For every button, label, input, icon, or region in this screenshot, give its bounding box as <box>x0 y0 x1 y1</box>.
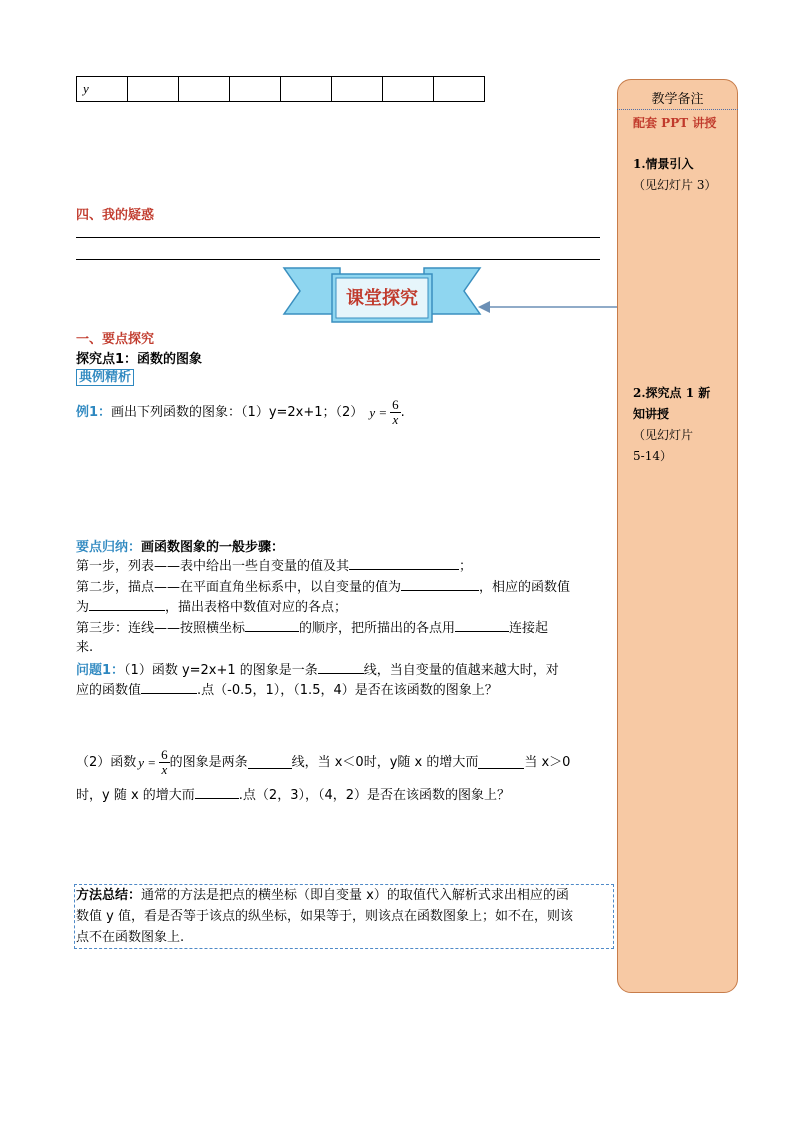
step1 <box>76 556 472 576</box>
step3-text: 第三步：连线——按照横坐标 <box>76 621 246 636</box>
table-row <box>77 77 485 102</box>
method-line1 <box>76 886 612 905</box>
method-text: 通常的方法是把点的横坐标（即自变量 x）的取值代入解析式求出相应的函 <box>141 888 569 903</box>
table-cell <box>128 77 179 102</box>
blank-line <box>455 618 509 632</box>
question1-part1-cont <box>76 680 498 700</box>
step3-text: 连接起 <box>509 621 549 636</box>
blank-line <box>141 680 197 694</box>
method-line3: 点不在函数图象上. <box>76 930 185 945</box>
summary-label: 要点归纳： <box>76 540 142 555</box>
blank-line <box>401 577 479 591</box>
pointer-arrow <box>478 300 620 314</box>
question-text: 当 x＞0 <box>524 754 571 770</box>
sidebar-item1-title: 1.情景引入 <box>633 157 694 171</box>
sidebar-item2-title-cont: 知讲授 <box>633 407 670 421</box>
example1-label: 例1： <box>76 404 112 420</box>
question-text: （2）函数 <box>76 754 137 770</box>
example1-eq-lhs: y = <box>369 404 388 420</box>
blank-line <box>478 755 524 769</box>
question1-label: 问题1： <box>76 663 125 678</box>
blank-line <box>195 785 239 799</box>
step2-text: 第二步，描点——在平面直角坐标系中，以自变量的值为 <box>76 580 402 595</box>
sidebar-item1-ref: （见幻灯片 3） <box>633 178 717 192</box>
fraction-numerator: 6 <box>161 746 168 762</box>
blank-line <box>349 556 459 570</box>
example1-end: . <box>400 404 405 420</box>
question-eq-lhs: y = <box>138 754 157 770</box>
question-fraction <box>159 748 170 777</box>
blank-line <box>248 755 292 769</box>
blank-line <box>245 618 299 632</box>
question1-part2 <box>76 744 570 780</box>
step2-cont <box>76 597 347 617</box>
answer-line <box>76 259 600 260</box>
example1-text: 画出下列函数的图象：（1）y=2x+1；（2） <box>111 404 364 420</box>
method-label: 方法总结： <box>76 888 142 903</box>
typical-example-tag: 典例精析 <box>76 369 134 386</box>
answer-line <box>76 237 600 238</box>
fraction-denominator: x <box>392 411 399 427</box>
fraction-denominator: x <box>161 761 168 777</box>
sidebar-item2-title: 2.探究点 1 新 <box>633 386 711 400</box>
step3 <box>76 618 548 638</box>
sidebar-ppt-note: 配套 PPT 讲授 <box>633 116 717 130</box>
question-text: .点（2，3），（4，2）是否在该函数的图象上？ <box>238 788 511 803</box>
table-cell <box>383 77 434 102</box>
summary-heading <box>76 538 284 557</box>
question-text: （1）函数 y=2x+1 的图象是一条 <box>124 663 318 678</box>
fraction-numerator: 6 <box>392 396 399 412</box>
step2 <box>76 577 570 597</box>
sidebar-item2-ref-cont: 5-14） <box>633 449 672 463</box>
question-text: .点（-0.5，1），（1.5，4）是否在该函数的图象上？ <box>197 683 498 698</box>
question1-part1 <box>76 660 559 680</box>
question-text: 线，当 x＜0时，y随 x 的增大而 <box>291 754 479 770</box>
step2-text: ，相应的函数值 <box>479 580 571 595</box>
section1-title: 一、要点探究 <box>76 332 155 347</box>
step3-cont: 来. <box>76 640 94 655</box>
section1-subtitle: 探究点1：函数的图象 <box>76 352 203 367</box>
sidebar-item2-ref: （见幻灯片 <box>633 428 694 442</box>
question1-part2-cont <box>76 785 510 805</box>
step2-text: 为 <box>76 600 90 615</box>
example1 <box>76 392 405 432</box>
summary-title: 画函数图象的一般步骤： <box>141 540 285 555</box>
table-cell <box>281 77 332 102</box>
table-cell <box>230 77 281 102</box>
question-text: 线，当自变量的值越来越大时，对 <box>363 663 559 678</box>
table-cell <box>179 77 230 102</box>
table-cell <box>434 77 485 102</box>
question-text: 应的函数值 <box>76 683 142 698</box>
banner-title: 课堂探究 <box>346 288 418 309</box>
question-text: 的图象是两条 <box>169 754 248 770</box>
section4-title: 四、我的疑惑 <box>76 208 155 223</box>
question-text: 时，y 随 x 的增大而 <box>76 788 195 803</box>
blank-line <box>318 660 364 674</box>
blank-line <box>89 597 165 611</box>
table-row-label: y <box>77 77 128 102</box>
step1-text: 第一步，列表——表中给出一些自变量的值及其 <box>76 559 350 574</box>
teaching-notes-sidebar <box>617 79 738 993</box>
method-line2: 数值 y 值，看是否等于该点的纵坐标，如果等于，则该点在函数图象上；如不在，则该 <box>76 909 573 924</box>
example1-fraction <box>390 398 401 427</box>
step2-text: ，描出表格中数值对应的各点； <box>165 600 348 615</box>
step1-end: ； <box>459 559 473 574</box>
table-cell <box>332 77 383 102</box>
sidebar-title: 教学备注 <box>651 92 704 107</box>
values-table <box>76 76 485 102</box>
step3-text: 的顺序，把所描出的各点用 <box>299 621 456 636</box>
